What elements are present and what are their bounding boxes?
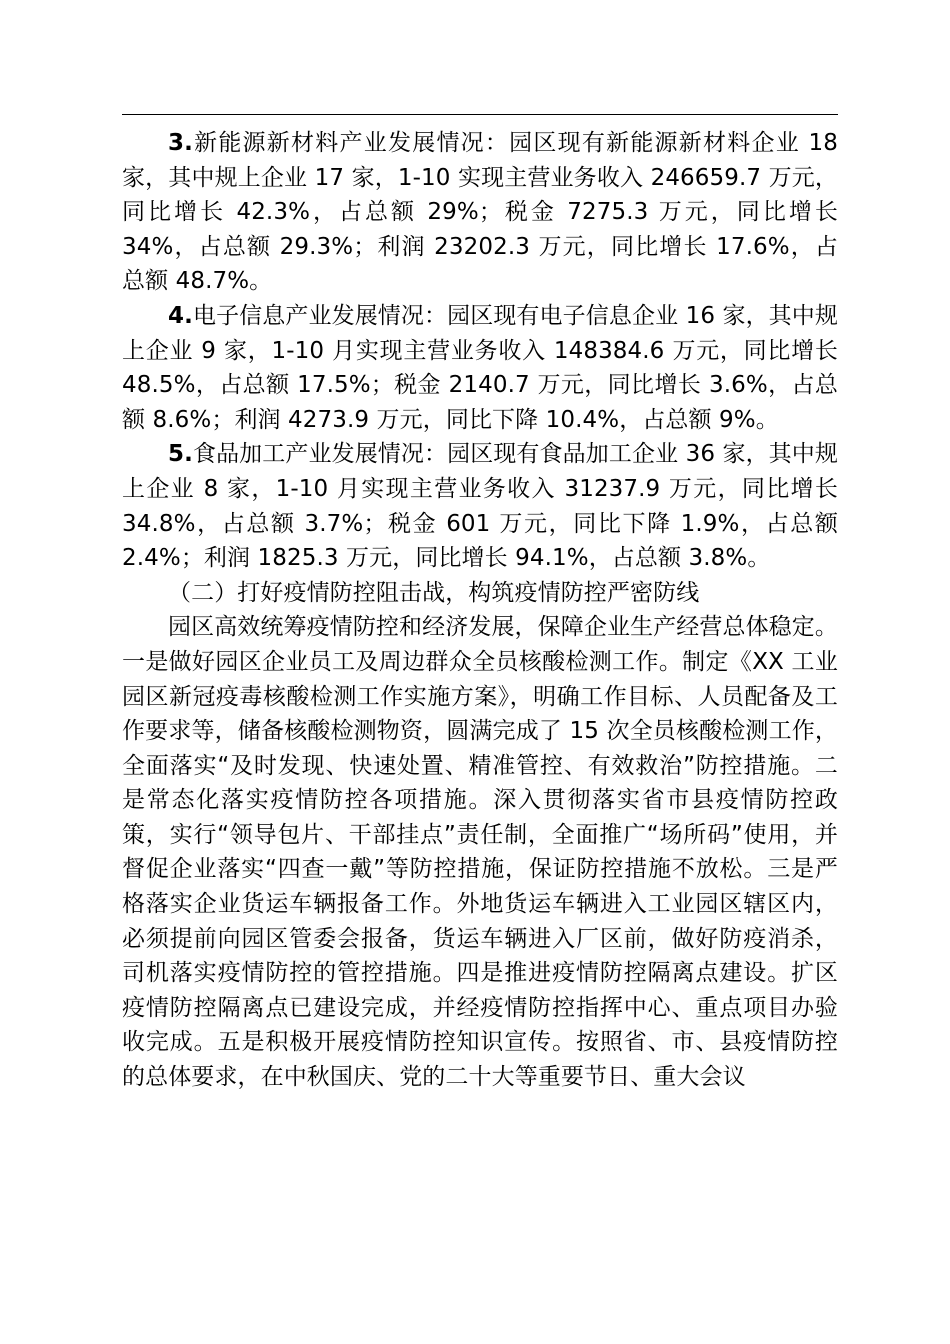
paragraph-text: 电子信息产业发展情况：园区现有电子信息企业 16 家，其中规上企业 9 家，1-10 月实现主营业务收入 148384.6 万元，同比增长 48.5%，占总额 17.5%；税金 2140.7 万元，同比增长 3.6%，占总额 8.6%；利润 4273.9 万元，同比下降 10.4%，占总额 9%。 bbox=[122, 302, 838, 433]
section-heading: （二）打好疫情防控阻击战，构筑疫情防控严密防线 bbox=[168, 579, 700, 606]
paragraph-text: 新能源新材料产业发展情况：园区现有新能源新材料企业 18 家，其中规上企业 17 家，1-10 实现主营业务收入 246659.7 万元，同比增长 42.3%，占总额 29%；税金 7275.3 万元，同比增长 34%，占总额 29.3%；利润 23202.3 万元，同比增长 17.6%，占总额 48.7%。 bbox=[122, 130, 838, 295]
paragraph-epidemic-control: 园区高效统筹疫情防控和经济发展，保障企业生产经营总体稳定。一是做好园区企业员工及周边群众全员核酸检测工作。制定《XX 工业园区新冠疫毒核酸检测工作实施方案》，明确工作目标、人员配备及工作要求等，储备核酸检测物资，圆满完成了 15 次全员核酸检测工作，全面落实“及时发现、快速处置、精准管控、有效救治”防控措施。二是常态化落实疫情防控各项措施。深入贯彻落实省市县疫情防控政策，实行“领导包片、干部挂点”责任制，全面推广“场所码”使用，并督促企业落实“四查一戴”等防控措施，保证防控措施不放松。三是严格落实企业货运车辆报备工作。外地货运车辆进入工业园区辖区内，必须提前向园区管委会报备，货运车辆进入厂区前，做好防疫消杀，司机落实疫情防控的管控措施。四是推进疫情防控隔离点建设。扩区疫情防控隔离点已建设完成，并经疫情防控指挥中心、重点项目办验收完成。五是积极开展疫情防控知识宣传。按照省、市、县疫情防控的总体要求，在中秋国庆、党的二十大等重要节日、重大会议 bbox=[122, 614, 838, 1091]
item-number: 3. bbox=[168, 130, 193, 156]
header-rule bbox=[122, 114, 838, 115]
paragraph-electronic-info-industry bbox=[122, 299, 838, 437]
document-body bbox=[122, 126, 838, 1095]
paragraph-new-energy-industry bbox=[122, 126, 838, 299]
item-number: 5. bbox=[168, 441, 193, 468]
paragraph-food-processing-industry bbox=[122, 437, 838, 575]
item-number: 4. bbox=[168, 302, 193, 329]
paragraph-text: 食品加工产业发展情况：园区现有食品加工企业 36 家，其中规上企业 8 家，1-10 月实现主营业务收入 31237.9 万元，同比增长 34.8%，占总额 3.7%；税金 601 万元，同比下降 1.9%，占总额 2.4%；利润 1825.3 万元，同比增长 94.1%，占总额 3.8%。 bbox=[122, 441, 838, 572]
